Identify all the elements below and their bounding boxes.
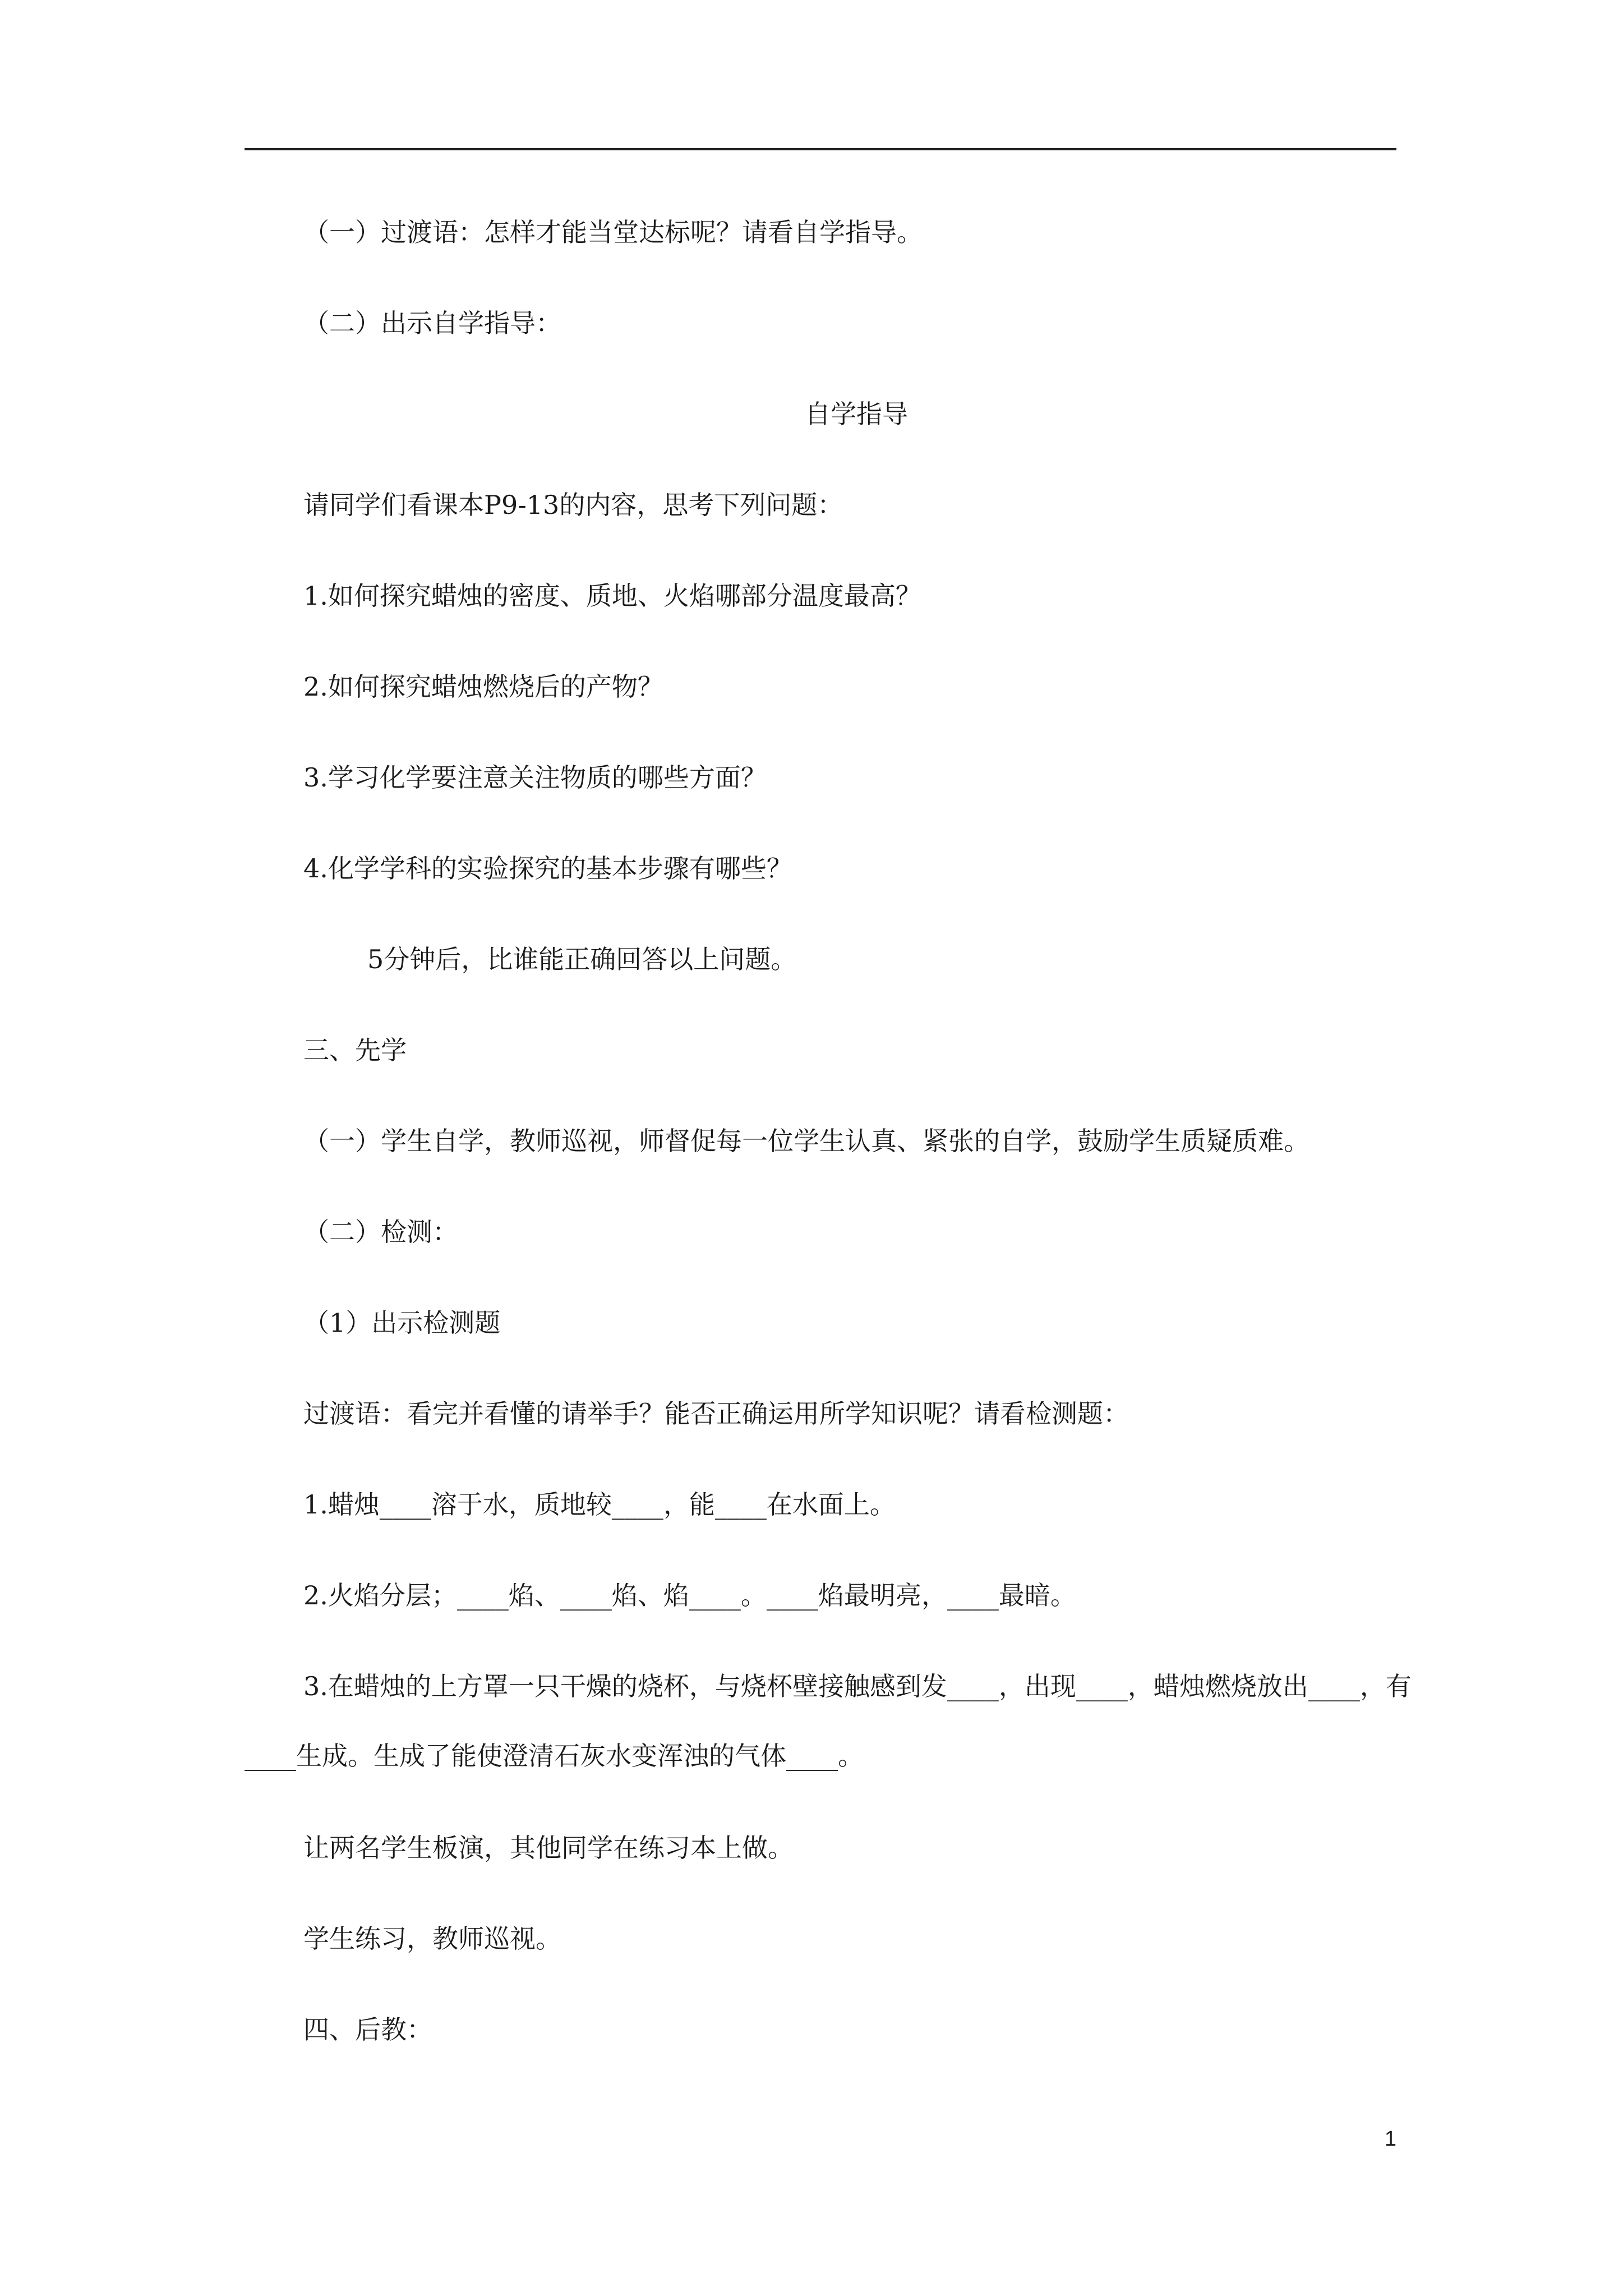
- paragraph-show-guide: （二）出示自学指导：: [303, 308, 561, 338]
- header-rule: [245, 148, 1396, 150]
- heading-pre-study: 三、先学: [303, 1035, 407, 1065]
- test-item-2: 2.火焰分层；____焰、____焰、焰____。____焰最明亮，____最暗。: [303, 1580, 1076, 1611]
- paragraph-student-practice: 学生练习，教师巡视。: [303, 1924, 561, 1954]
- test-item-3-continued: ____生成。生成了能使澄清石灰水变浑浊的气体____。: [245, 1741, 864, 1771]
- paragraph-five-minutes: 5分钟后，比谁能正确回答以上问题。: [367, 944, 797, 974]
- question-item-3: 3.学习化学要注意关注物质的哪些方面？: [303, 762, 767, 793]
- question-item-1: 1.如何探究蜡烛的密度、质地、火焰哪部分温度最高？: [303, 581, 921, 611]
- page-number: 1: [1384, 2127, 1396, 2151]
- heading-post-teaching: 四、后教：: [303, 2014, 432, 2045]
- question-item-2: 2.如何探究蜡烛燃烧后的产物？: [303, 671, 663, 702]
- paragraph-test-transition: 过渡语：看完并看懂的请举手？能否正确运用所学知识呢？请看检测题：: [303, 1398, 1129, 1429]
- test-item-3: 3.在蜡烛的上方罩一只干燥的烧杯，与烧杯壁接触感到发____，出现____，蜡烛燃烧放出____，有: [303, 1671, 1412, 1701]
- paragraph-self-study: （一）学生自学，教师巡视，师督促每一位学生认真、紧张的自学，鼓励学生质疑质难。: [303, 1126, 1310, 1156]
- section-title-self-study-guide: 自学指导: [805, 399, 908, 429]
- paragraph-transition-intro: （一）过渡语：怎样才能当堂达标呢？请看自学指导。: [303, 217, 923, 247]
- test-item-1: 1.蜡烛____溶于水，质地较____，能____在水面上。: [303, 1489, 896, 1520]
- paragraph-test: （二）检测：: [303, 1217, 458, 1247]
- paragraph-board-work: 让两名学生板演，其他同学在练习本上做。: [303, 1833, 794, 1863]
- paragraph-read-textbook: 请同学们看课本P9-13的内容，思考下列问题：: [303, 490, 843, 520]
- question-item-4: 4.化学学科的实验探究的基本步骤有哪些？: [303, 853, 792, 884]
- paragraph-show-test: （1）出示检测题: [303, 1308, 501, 1338]
